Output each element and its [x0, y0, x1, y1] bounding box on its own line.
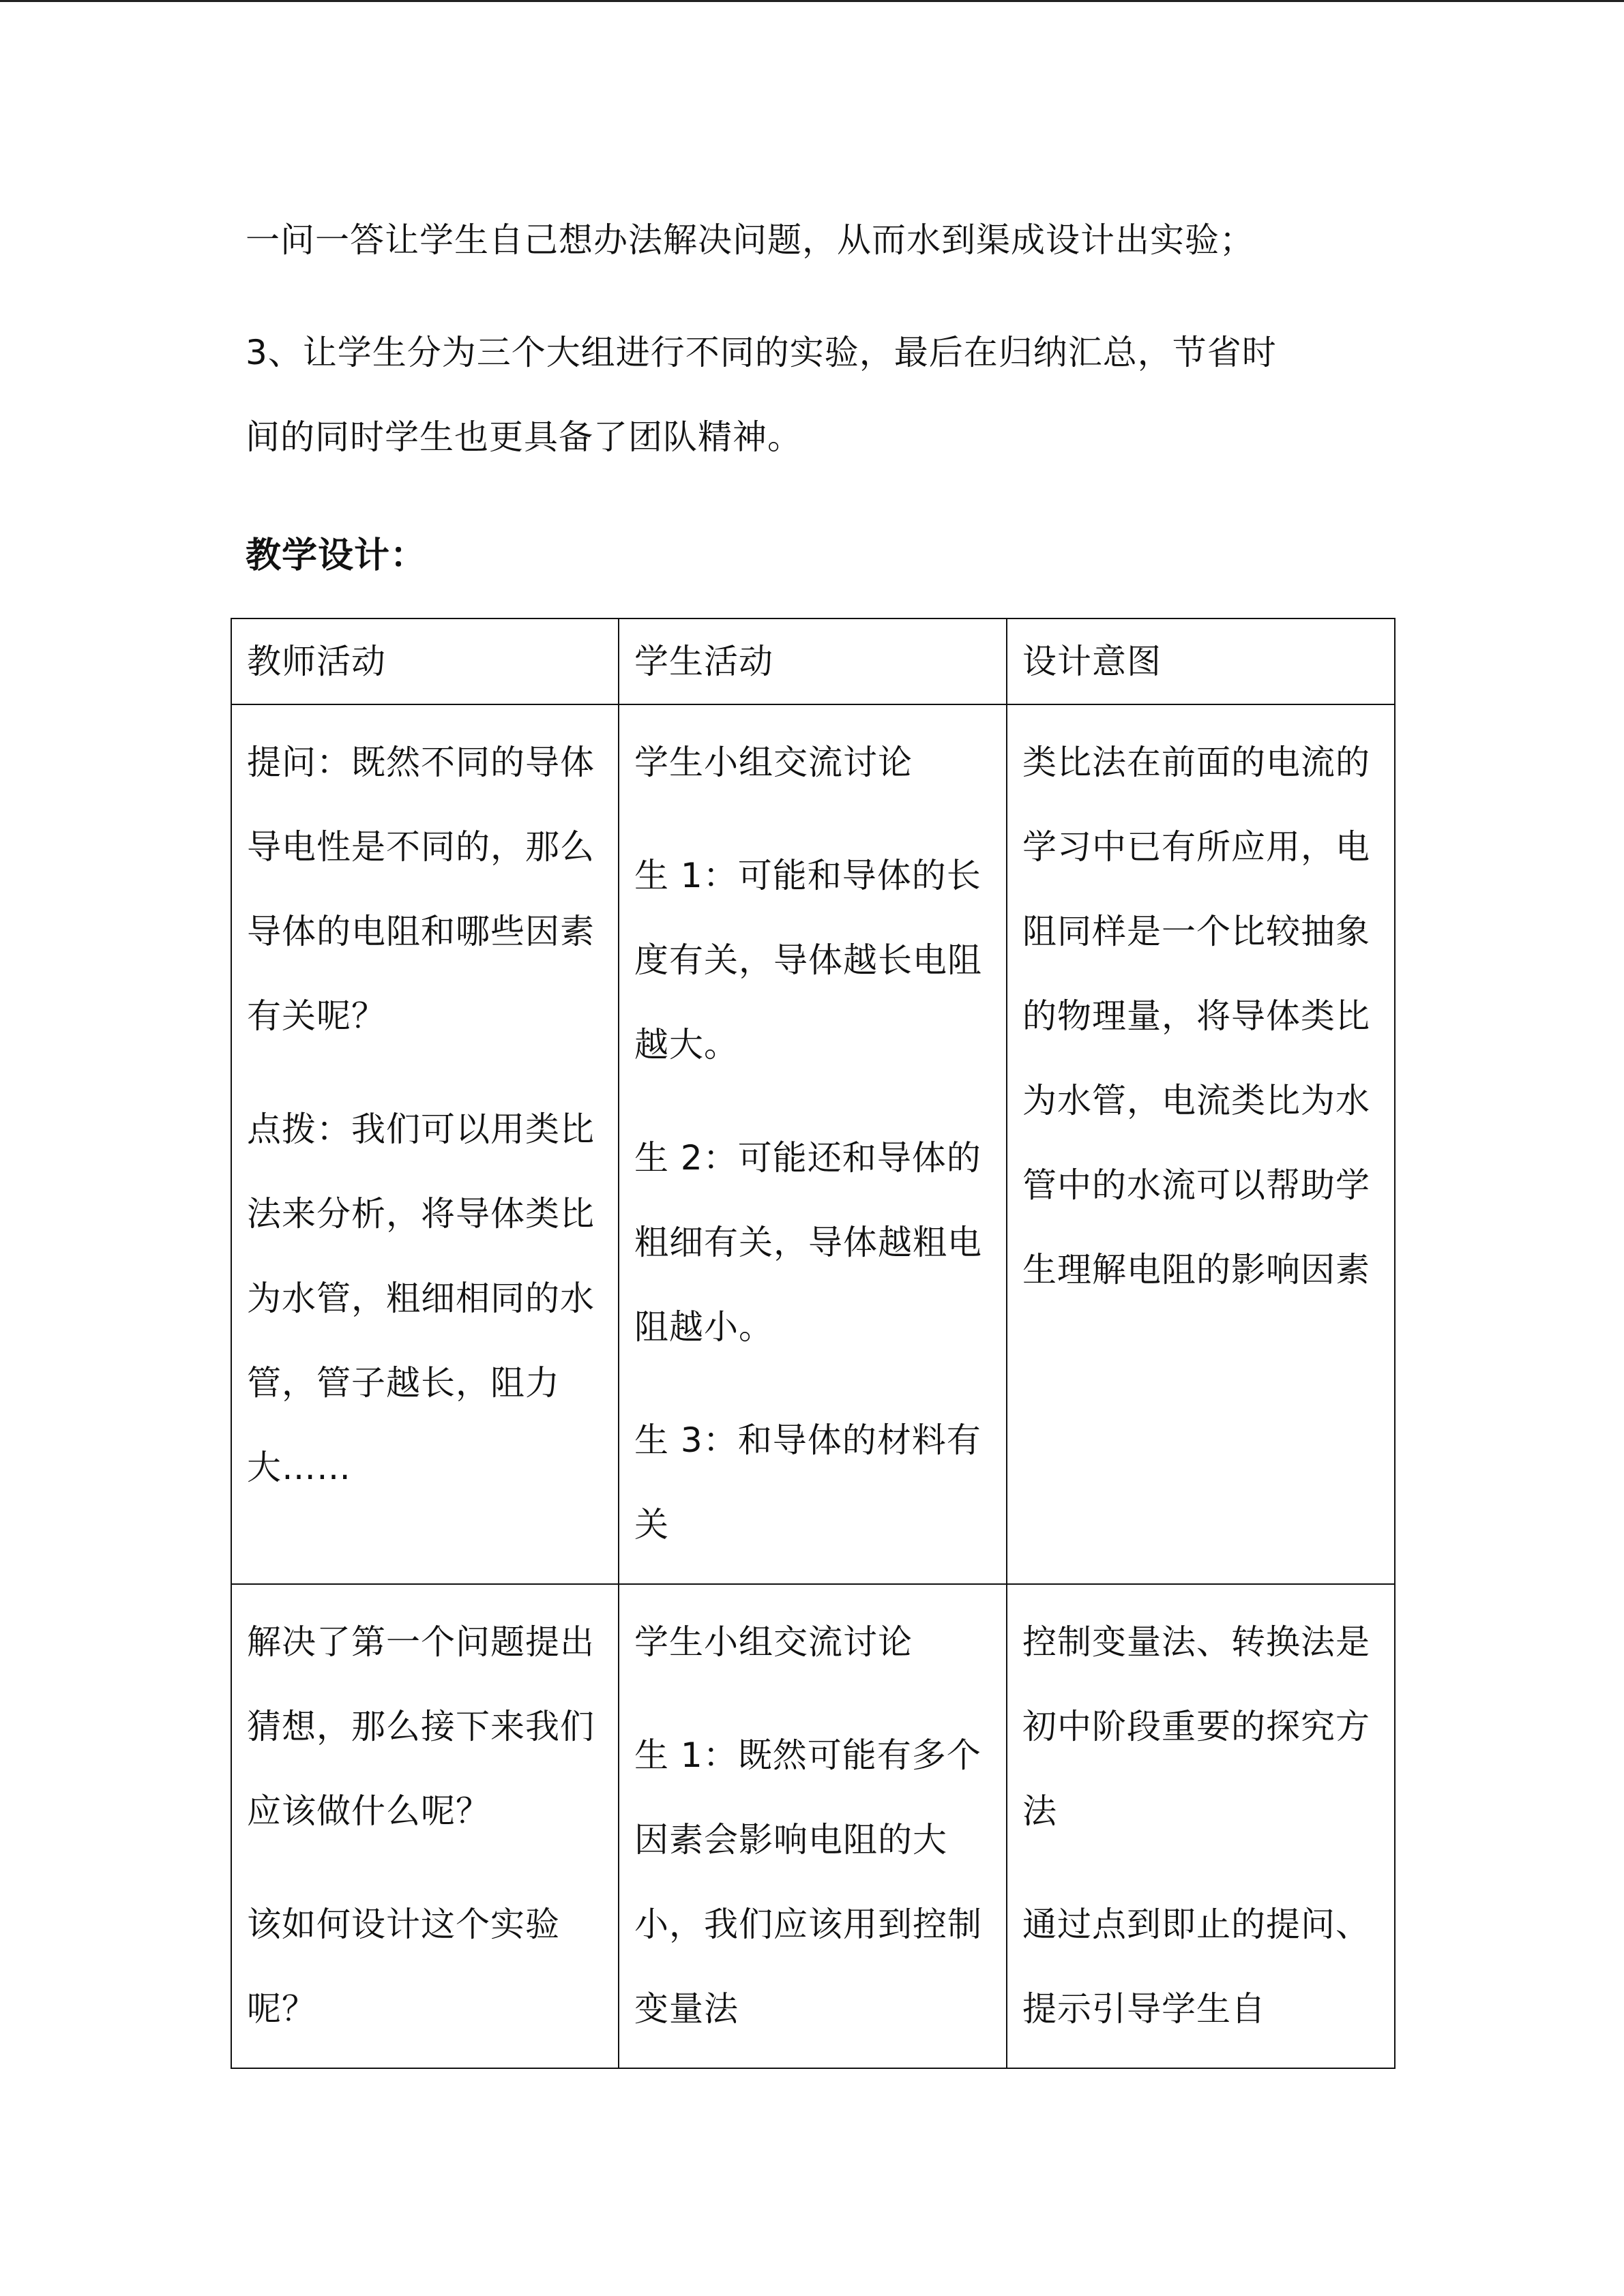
teacher-hint-text: 点拨：我们可以用类比法来分析，将导体类比为水管，粗细相同的水管，管子越长，阻力大…… [247, 1109, 595, 1487]
teacher-question-text: 解决了第一个问题提出猜想，那么接下来我们应该做什么呢？ [247, 1622, 595, 1831]
table-header-row [231, 618, 1395, 704]
cell-student-activity [619, 704, 1007, 1584]
table-row [231, 704, 1395, 1584]
header-cell-teacher [231, 618, 619, 704]
student-answer-1: 生 1：既然可能有多个因素会影响电阻的大小，我们应该用到控制变量法 [634, 1735, 982, 2029]
header-student-activity: 学生活动 [634, 642, 773, 681]
design-intent-text-2: 通过点到即止的提问、提示引导学生自 [1022, 1905, 1370, 2029]
student-answer-3: 生 3：和导体的材料有关 [634, 1420, 981, 1545]
header-design-intent: 设计意图 [1022, 642, 1162, 681]
table-row [231, 1584, 1395, 2068]
paragraph-point-3-line-1: 3、让学生分为三个大组进行不同的实验，最后在归纳汇总，节省时 [246, 333, 1277, 372]
cell-design-intent [1007, 1584, 1395, 2068]
cell-design-intent [1007, 704, 1395, 1584]
paragraph-point-3-line-2: 间的同时学生也更具备了团队精神。 [246, 417, 802, 457]
section-heading-teaching-design: 教学设计： [246, 535, 427, 576]
teaching-design-table [231, 618, 1396, 2069]
student-answer-2: 生 2：可能还和导体的粗细有关，导体越粗电阻越小。 [634, 1138, 982, 1347]
cell-teacher-activity [231, 704, 619, 1584]
header-teacher-activity: 教师活动 [247, 642, 386, 681]
teacher-question-text: 提问：既然不同的导体导电性是不同的，那么导体的电阻和哪些因素有关呢？ [247, 743, 595, 1036]
student-discussion-text: 学生小组交流讨论 [634, 1622, 913, 1662]
page-top-edge [0, 0, 1624, 2]
cell-teacher-activity [231, 1584, 619, 2068]
design-intent-text: 类比法在前面的电流的学习中已有所应用，电阻同样是一个比较抽象的物理量，将导体类比为水管，电流类比为水管中的水流可以帮助学生理解电阻的影响因素 [1022, 743, 1370, 1289]
teacher-question-text-2: 该如何设计这个实验呢？ [247, 1905, 560, 2029]
header-cell-intent [1007, 618, 1395, 704]
header-cell-student [619, 618, 1007, 704]
paragraph-intro-line: 一问一答让学生自己想办法解决问题，从而水到渠成设计出实验； [246, 220, 1254, 260]
design-intent-text: 控制变量法、转换法是初中阶段重要的探究方法 [1022, 1622, 1370, 1831]
cell-student-activity [619, 1584, 1007, 2068]
student-answer-1: 生 1：可能和导体的长度有关，导体越长电阻越大。 [634, 856, 982, 1064]
student-discussion-text: 学生小组交流讨论 [634, 743, 913, 782]
